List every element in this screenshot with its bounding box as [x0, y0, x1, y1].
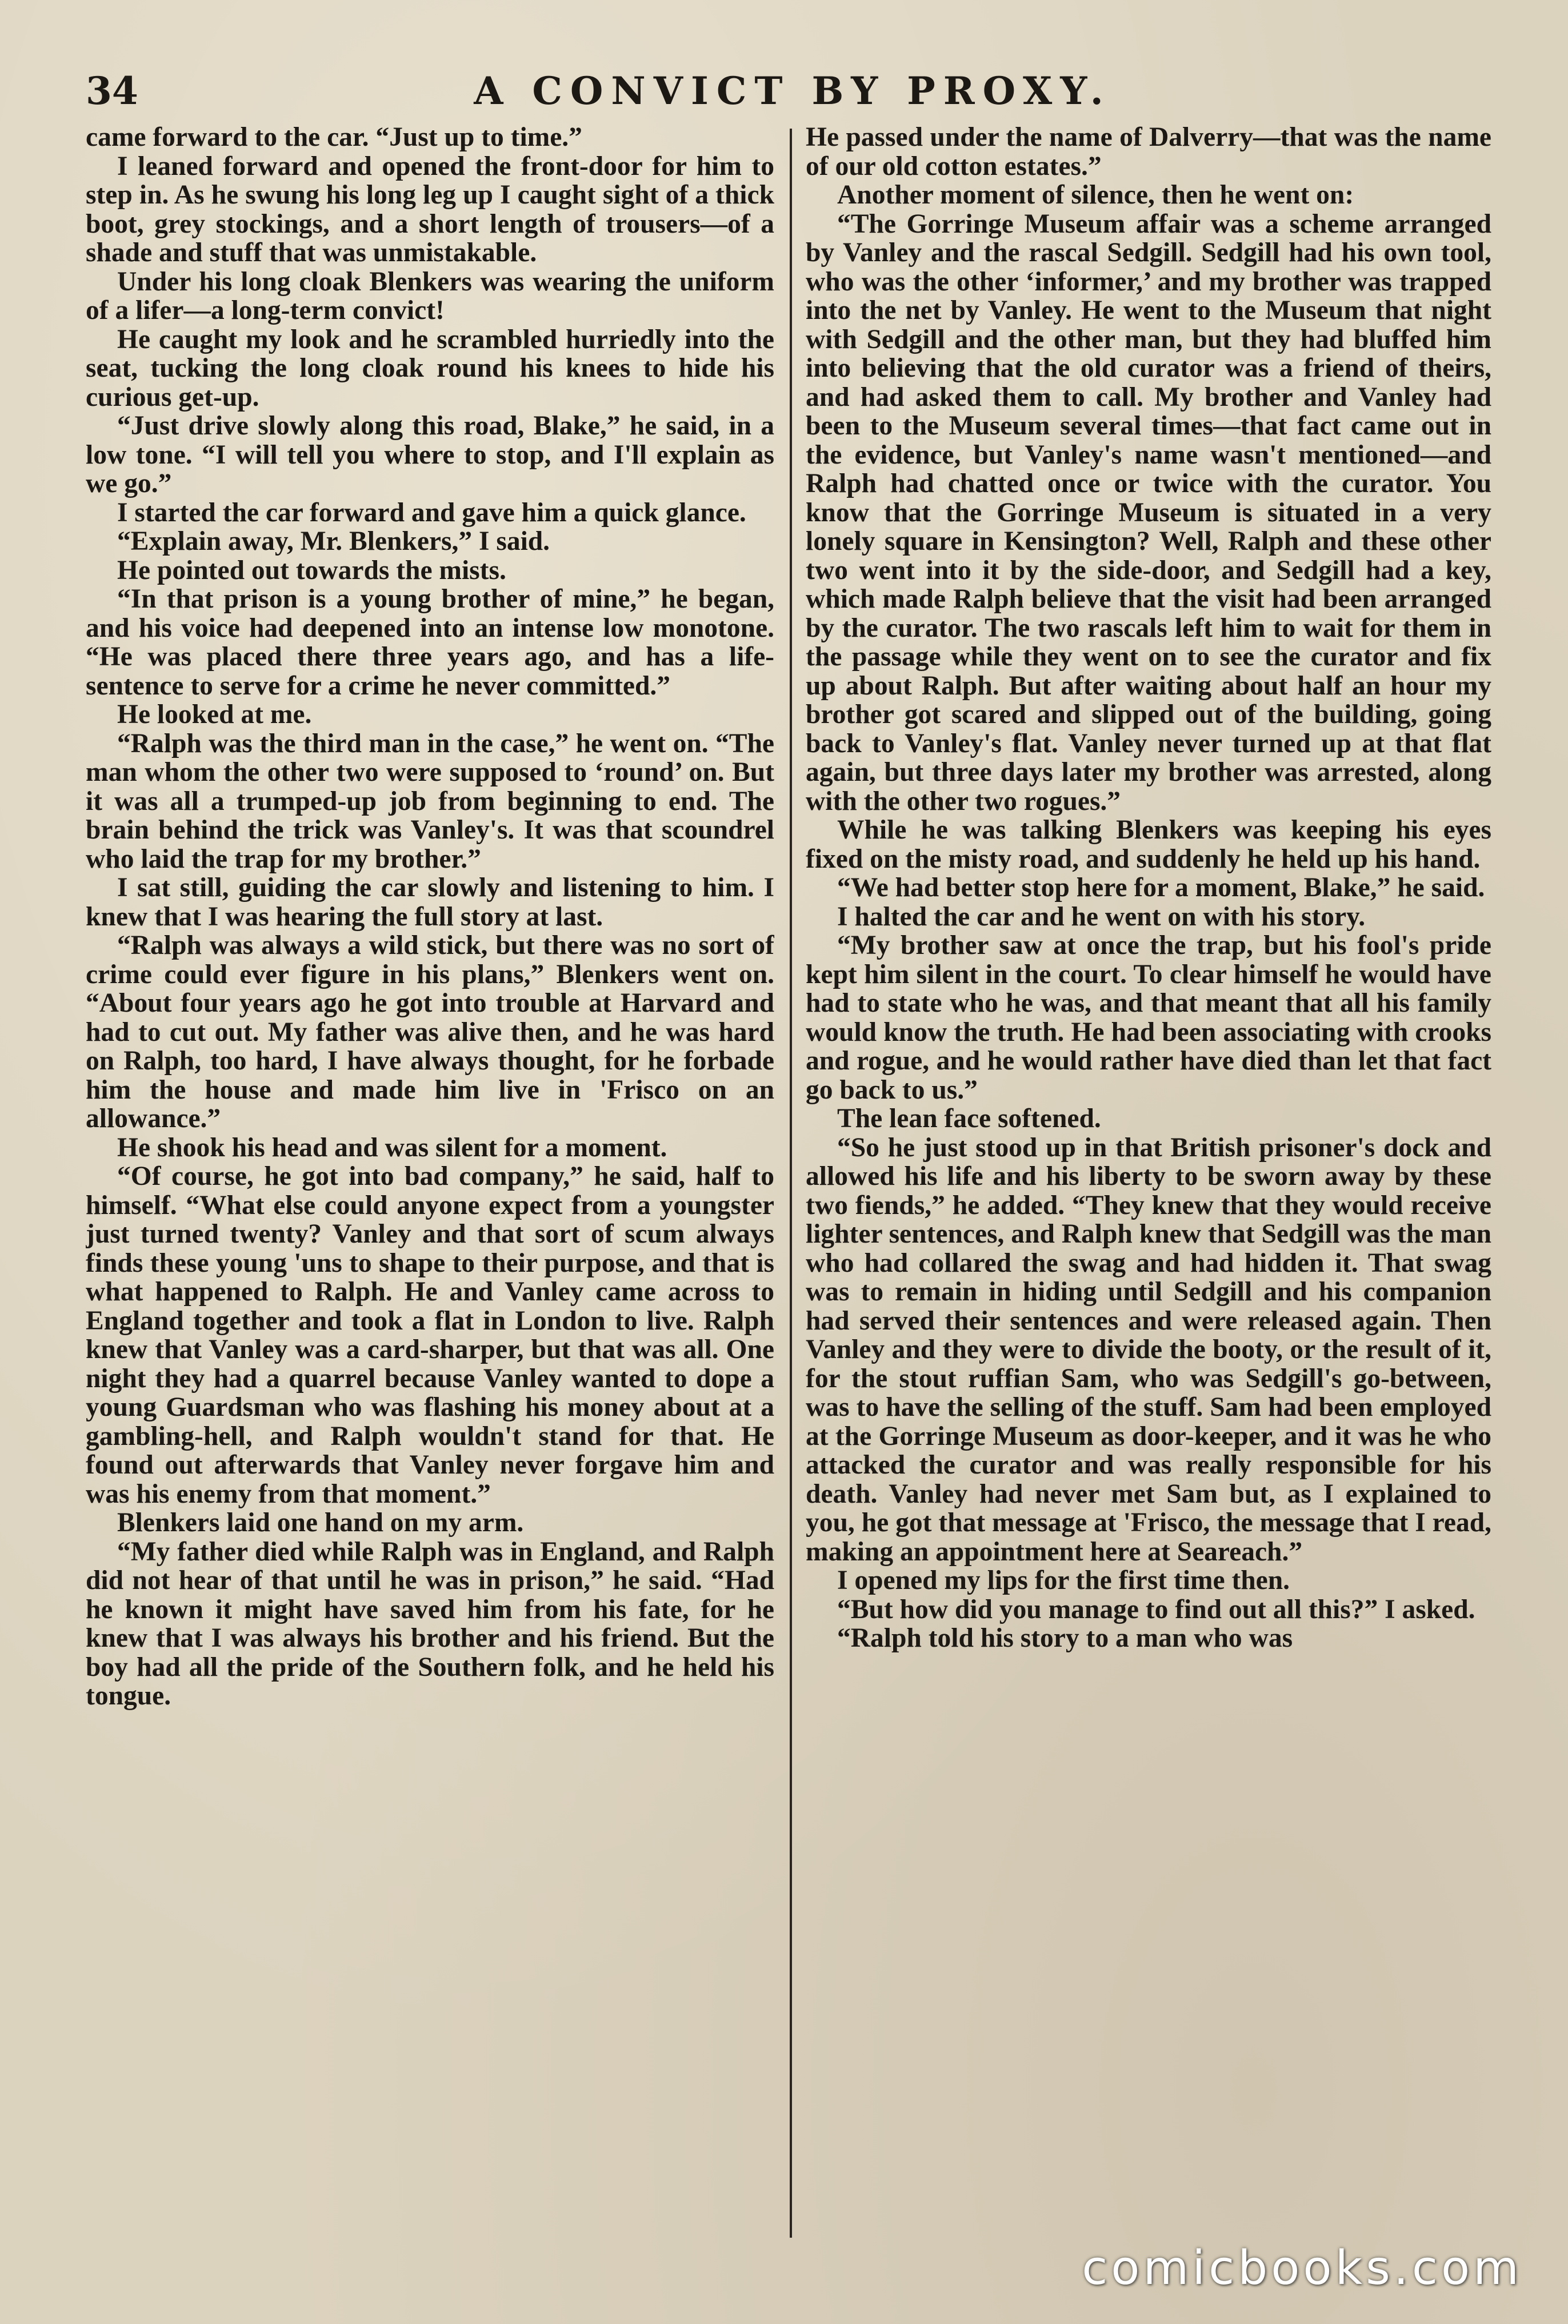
paragraph: came forward to the car. “Just up to time.” — [86, 123, 582, 152]
paragraph: Another moment of silence, then he went on: — [837, 180, 1354, 210]
paragraph: Under his long cloak Blenkers was wearing the uniform of a lifer—a long-term convict! — [86, 266, 774, 325]
paragraph: “Ralph was the third man in the case,” he went on. “The man whom the other two were supposed to ‘round’ on. But it was all a trumped-up job from beginning to end. The brain behind the trick was Vanley's. It was that scoundrel who laid the trap for my brother.” — [86, 728, 774, 874]
paragraph: I halted the car and he went on with his story. — [837, 901, 1366, 932]
paragraph: He passed under the name of Dalverry—that was the name of our old cotton estates.” — [806, 123, 1491, 181]
paragraph: “Of course, he got into bad company,” he said, half to himself. “What else could anyone expect from a youngster just turned twenty? Vanley and that sort of scum always finds these young 'uns to shape to their purpose, and that is what happened to Ralph. He and Vanley came across to England together and took a flat in London to live. Ralph knew that Vanley was a card-sharper, but that was all. One night they had a quarrel because Vanley wanted to dope a young Guardsman who was flashing his money about at a gambling-hell, and Ralph wouldn't stand for that. He found out afterwards that Vanley never forgave him and was his enemy from that moment.” — [86, 1161, 774, 1509]
paragraph: I sat still, guiding the car slowly and listening to him. I knew that I was hearing the full story at last. — [86, 873, 774, 932]
paragraph: He shook his head and was silent for a moment. — [117, 1132, 667, 1163]
paragraph: “But how did you manage to find out all this?” I asked. — [837, 1594, 1475, 1624]
page-number: 34 — [86, 69, 138, 113]
running-title: A CONVICT BY PROXY. — [474, 69, 1111, 113]
paragraph: “The Gorringe Museum affair was a scheme arranged by Vanley and the rascal Sedgill. Sedgill had his own tool, who was the other ‘informer,’ and my brother was trapped into the net by Vanley. He went to the Museum that night with Sedgill and the other man, but they had bluffed him into believing that the old curator was a friend of theirs, and had asked them to call. My brother and Vanley had been to the Museum several times—that fact came out in the evidence, but Vanley's name wasn't mentioned—and Ralph had chatted once or twice with the curator. You know that the Gorringe Museum is situated in a very lonely square in Kensington? Well, Ralph and these other two went into it by the side-door, and Sedgill had a key, which made Ralph believe that the visit had been arranged by the curator. The two rascals left him to wait for them in the passage while they went on to see the curator and fix up about Ralph. But after waiting about half an hour my brother got scared and slipped out of the building, going back to Vanley's flat. Vanley never turned up at that flat again, but three days later my brother was arrested, along with the other two rogues.” — [806, 209, 1491, 816]
paragraph: While he was talking Blenkers was keeping his eyes fixed on the misty road, and suddenly he held up his hand. — [806, 815, 1491, 874]
page-header — [86, 63, 1499, 126]
paragraph: I started the car forward and gave him a quick glance. — [117, 497, 746, 528]
watermark: comicbooks.com — [1082, 2241, 1522, 2295]
paragraph: He looked at me. — [117, 700, 312, 729]
paragraph: “In that prison is a young brother of mine,” he began, and his voice had deepened into an intense low monotone. “He was placed there three years ago, and has a life-sentence to serve for a crime he never committed.” — [86, 584, 774, 701]
column-divider — [790, 129, 792, 2238]
paragraph: “We had better stop here for a moment, Blake,” he said. — [837, 873, 1485, 903]
paragraph: He caught my look and he scrambled hurriedly into the seat, tucking the long cloak round his knees to hide his curious get-up. — [86, 324, 774, 412]
paragraph: The lean face softened. — [837, 1104, 1101, 1133]
paragraph: “Just drive slowly along this road, Blake,” he said, in a low tone. “I will tell you where to stop, and I'll explain as we go.” — [86, 411, 774, 498]
paragraph: “My brother saw at once the trap, but his fool's pride kept him silent in the court. To clear himself he would have had to state who he was, and that meant that all his family would know the truth. He had been associating with crooks and rogue, and he would rather have died than let that fact go back to us.” — [806, 931, 1491, 1105]
paragraph: “My father died while Ralph was in England, and Ralph did not hear of that until he was in prison,” he said. “Had he known it might have saved him from his fate, for he knew that I was always his brother and his friend. But the boy had all the pride of the Southern folk, and he held his tongue. — [86, 1536, 774, 1711]
left-column — [86, 123, 774, 2238]
paragraph: He pointed out towards the mists. — [117, 555, 506, 585]
paragraph: I leaned forward and opened the front-door for him to step in. As he swung his long leg up I caught sight of a thick boot, grey stockings, and a short length of trousers—of a shade and stuff that was unmistakable. — [86, 151, 774, 267]
paragraph: “So he just stood up in that British prisoner's dock and allowed his life and his liberty to be sworn away by these two fiends,” he added. “They knew that they would receive lighter sentences, and Ralph knew that Sedgill was the man who had collared the swag and had hidden it. That swag was to remain in hiding until Sedgill and his companion had served their sentences and were released again. Then Vanley and they were to divide the booty, or the result of it, for the stout ruffian Sam, who was Sedgill's go-between, was to have the selling of the stuff. Sam had been employed at the Gorringe Museum as door-keeper, and it was he who attacked the curator and was really responsible for his death. Vanley had never met Sam but, as I explained to you, he got that message at 'Frisco, the message that I read, making an appointment here at Seareach.” — [806, 1132, 1491, 1567]
paragraph: Blenkers laid one hand on my arm. — [117, 1508, 524, 1538]
paragraph: “Ralph told his story to a man who was — [837, 1623, 1293, 1653]
paragraph: “Explain away, Mr. Blenkers,” I said. — [117, 526, 550, 556]
right-column — [806, 123, 1491, 2238]
paragraph: “Ralph was always a wild stick, but there was no sort of crime could ever figure in his plans,” Blenkers went on. “About four years ago he got into trouble at Harvard and had to cut out. My father was alive then, and he was hard on Ralph, too hard, I have always thought, for he forbade him the house and made him live in 'Frisco on an allowance.” — [86, 931, 774, 1133]
paragraph: I opened my lips for the first time then. — [837, 1566, 1290, 1595]
